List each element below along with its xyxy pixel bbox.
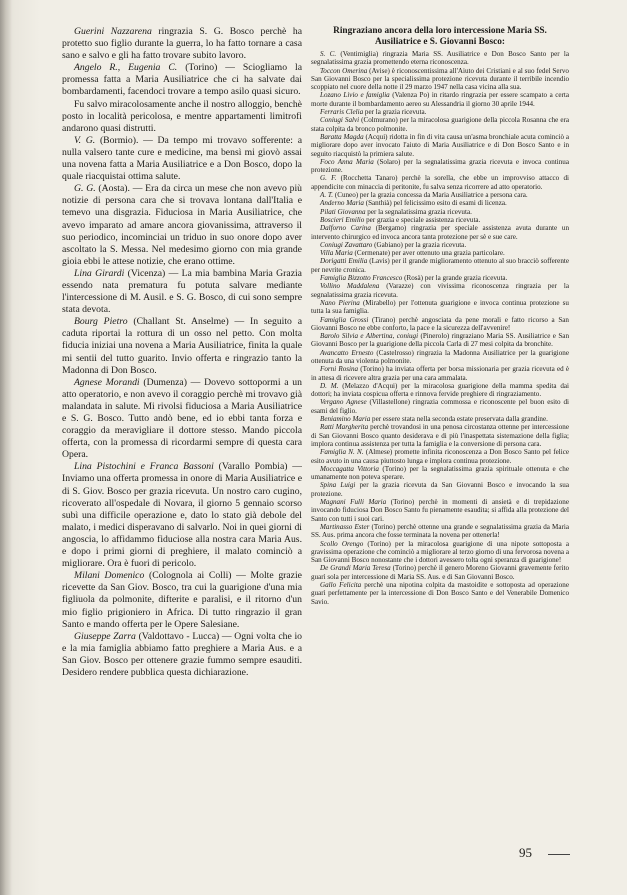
thanks-entry bbox=[311, 564, 569, 581]
entry-name: Coniugi Salvi bbox=[320, 116, 360, 125]
entry-name: Toccon Omerina bbox=[320, 66, 368, 75]
entry-name: Bourg Pietro bbox=[74, 316, 128, 328]
entry-text: (Rosà) per la grande grazia ricevuta. bbox=[402, 274, 508, 283]
thanks-entry bbox=[62, 183, 302, 268]
thanks-entry bbox=[62, 377, 302, 462]
entry-name: Foco Anna Maria bbox=[320, 157, 374, 166]
thanks-entry bbox=[311, 191, 569, 199]
entry-text: (Varazze) con vivissima riconoscenza ringrazia per la segnalatissima grazia ricevuta. bbox=[311, 282, 569, 299]
entry-name: Anderno Maria bbox=[320, 199, 364, 208]
thanks-entry bbox=[311, 133, 569, 158]
thanks-entry bbox=[311, 398, 569, 415]
entry-text: (Pinerolo) ringraziano Maria SS. Ausiliatrice e San Giovanni Bosco per la guarigione della piccola Carla di 27 mesi colpita da bronchite. bbox=[311, 332, 569, 349]
entry-name: Famiglia N. N. bbox=[320, 448, 364, 457]
thanks-entry bbox=[311, 465, 569, 482]
entry-name: Angelo R., Eugenia C. bbox=[74, 62, 178, 74]
thanks-entry bbox=[311, 116, 569, 133]
thanks-entry bbox=[311, 282, 569, 299]
entry-name: Agnese Morandi bbox=[74, 376, 140, 388]
entry-name: Villa Maria bbox=[320, 249, 353, 258]
entry-name: Nano Pierina bbox=[320, 298, 360, 307]
entry-text: (Torino) perchè il genero Moreno Giovanni gravemente ferito guarì sola per intercessione di Maria SS. Aus. e di San Giovanni Bosco. bbox=[311, 564, 569, 581]
entry-name: D. M. bbox=[320, 381, 339, 390]
entry-name: Guerini Nazzarena bbox=[74, 26, 152, 37]
entry-text: per la grazia ricevuta. bbox=[363, 108, 427, 117]
entry-text: Fu salvo miracolosamente anche il nostro alloggio, benchè posto in località pericolosa, e mentre appartamenti limitrofi andarono quasi distrutti. bbox=[62, 98, 302, 134]
entry-name: Moccagatta Vittoria bbox=[320, 464, 379, 473]
thanks-entry bbox=[311, 299, 569, 316]
entry-name: Lina Pistochini e Franca Bassoni bbox=[74, 461, 214, 473]
thanks-entry bbox=[311, 481, 569, 498]
entry-name: Vergano Agnese bbox=[320, 398, 367, 407]
entry-text: (Melazzo d'Acqui) per la miracolosa guarigione della mamma spedita dai dottori; ha inviata cospicua offerta e rinnova fervide preghiere di ringraziamento. bbox=[311, 381, 569, 399]
entry-text: (Cuneo) per la grazia concessa da Maria Ausiliatrice a persona cara. bbox=[333, 191, 528, 200]
entry-text: (Valenza Po) in ritardo ringrazia per essere scampato a certa morte durante il bombardamento aereo su Alessandria il giorno 30 aprile 1944. bbox=[311, 91, 569, 108]
thanks-entry bbox=[311, 241, 569, 249]
thanks-entry bbox=[311, 498, 569, 523]
entry-name: Magnani Fulli Maria bbox=[320, 498, 387, 507]
thanks-entry bbox=[311, 108, 569, 116]
thanks-entry bbox=[62, 99, 302, 135]
thanks-entry bbox=[62, 461, 302, 570]
entry-text: (Torino) per la miracolosa guarigione di una nipote sottoposta a gravissima operazione che cominciò a migliorare al terzo giorno di una fervorosa novena a San Giovanni Bosco nonostante che i dottori avessero tolta ogni speranza di guarigione! bbox=[311, 539, 569, 565]
section-heading: Ringraziano ancora della loro intercessione Maria SS. Ausiliatrice e S. Giovanni Bosco: bbox=[333, 26, 547, 47]
thanks-entry bbox=[311, 158, 569, 175]
entry-text: (Aosta). — Era da circa un mese che non avevo più notizie di persona cara che si trovava lontana dall'Italia e temevo una disgrazia. Fiduciosa in Maria Ausiliatrice, che avevo imparato ad amare ancora giovanissima, attraverso il suo periodico, incominciai un triduo in suo onore dopo aver ascoltato la S. Messa. Nel medesimo giorno con mia grande gioia ebbi le attese notizie, che erano ottime. bbox=[62, 183, 302, 267]
thanks-entry bbox=[311, 540, 569, 565]
thanks-entry bbox=[311, 581, 569, 606]
entry-text: (Dumenza) — Dovevo sottopormi a un atto operatorio, e non avevo il coraggio perchè mi trovavo già malandata in salute. Mi rivolsi fiduciosa a Maria Ausiliatrice e S. G. Bosco. Tutto andò bene, ed io ebbi tanta forza e coraggio da meravigliare il dottore stesso. Mando piccola offerta, con la promessa di ricordarmi sempre di questa cara Opera. bbox=[62, 376, 302, 461]
thanks-entry bbox=[311, 257, 569, 274]
thanks-entry bbox=[62, 268, 302, 316]
thanks-entry bbox=[311, 199, 569, 207]
thanks-entry bbox=[311, 216, 569, 224]
thanks-entry bbox=[62, 62, 302, 98]
thanks-entry bbox=[311, 274, 569, 282]
page-number: 95 bbox=[519, 845, 532, 860]
thanks-entry bbox=[311, 67, 569, 92]
entry-name: Ratti Margherita bbox=[320, 423, 369, 432]
thanks-entry bbox=[62, 26, 302, 62]
thanks-entry bbox=[311, 382, 569, 399]
entry-name: Milani Domenico bbox=[74, 570, 145, 582]
entry-text: perchè una nipotina colpita da mastoidite e sottoposta ad operazione guarì perfettamente per la intercessione di Don Bosco Santo e del Venerabile Domenico Savio. bbox=[311, 581, 569, 606]
entry-text: (Bergamo) ringrazia per speciale assistenza avuta durante un intervento chirurgico ed invoca ancora tanta protezione per sè e sue care. bbox=[311, 224, 569, 241]
entry-text: (Mirabello) per l'ottenuta guarigione e invoca continua protezione su tutta la sua famiglia. bbox=[311, 298, 569, 316]
entry-text: (Cermenate) per aver ottenuto una grazia particolare. bbox=[352, 249, 505, 258]
entry-text: (Villastellone) ringrazia commossa e riconoscente pel buon esito di esami del figlio. bbox=[311, 398, 569, 415]
thanks-entry bbox=[311, 423, 569, 448]
entry-name: Martinasso Ester bbox=[320, 522, 370, 531]
thanks-entry bbox=[311, 415, 569, 423]
page-number-dash bbox=[548, 854, 570, 855]
entry-text: (Challant St. Anselme) — In seguito a caduta riportai la rottura di un osso nel petto. Con molta fiducia iniziai una novena a Maria Ausiliatrice, finita la quale mi sentii del tutto guarito. Invio offerta e ringrazio tanto la Madonna di Don Bosco. bbox=[62, 316, 302, 376]
right-entries bbox=[311, 50, 569, 606]
entry-text: (Torino) ha inviata offerta per borsa missionaria per grazia ricevuta ed è in attesa di ricevere altra grazia per una cara ammalata. bbox=[311, 365, 569, 382]
entry-name: Famiglia Grossi bbox=[320, 315, 369, 324]
thanks-entry bbox=[311, 174, 569, 191]
entry-text: (Castelrosso) ringrazia la Madonna Ausiliatrice per la guarigione ottenuta da una violenta polmonite. bbox=[311, 348, 569, 365]
thanks-entry bbox=[311, 208, 569, 216]
thanks-entry bbox=[311, 365, 569, 382]
thanks-entry bbox=[62, 135, 302, 183]
entry-name: De Grandi Maria Teresa bbox=[320, 564, 391, 573]
entry-name: Giuseppe Zarra bbox=[74, 630, 136, 642]
thanks-entry bbox=[311, 349, 569, 366]
entry-text: (Gabiano) per la grazia ricevuta. bbox=[372, 240, 467, 249]
entry-name: V. G. bbox=[74, 134, 96, 146]
entry-text: (Colmurano) per la miracolosa guarigione della piccola Rosanna che era stata colpita da bronco polmonite. bbox=[311, 116, 569, 133]
entry-text: per la grazia ricevuta da San Giovanni Bosco e invocando la sua protezione. bbox=[311, 481, 569, 498]
entry-text: (Santhià) pel felicissimo esito di esami di licenza. bbox=[363, 199, 507, 208]
entry-name: Avancatto Ernesto bbox=[320, 348, 374, 357]
entry-text: per la segnalatissima grazia ricevuta. bbox=[365, 207, 472, 216]
entry-text: (Solaro) per la segnalatissima grazia ricevuta e invoca continua protezione. bbox=[311, 157, 569, 175]
entry-text: (Torino) perchè in momenti di ansietà e di trepidazione invocando fiduciosa Don Bosco Santo fu pienamente esaudita; si affida alla protezione del Santo con tutti i suoi cari. bbox=[311, 498, 569, 523]
entry-name: Pilati Giovanna bbox=[320, 207, 366, 216]
entry-name: Spina Luigi bbox=[320, 481, 356, 490]
entry-name: Gallo Felicita bbox=[320, 581, 362, 589]
entry-name: Boscieri Emilio bbox=[320, 215, 365, 224]
thanks-entry bbox=[62, 570, 302, 630]
right-column bbox=[311, 26, 569, 848]
entry-text: (Vicenza) — La mia bambina Maria Grazia essendo nata prematura fu potuta salvare mediante l'intercessione di M. Ausil. e S. G. Bosco, di cui sono sempre stata devota. bbox=[62, 267, 302, 316]
entry-name: S. C. bbox=[320, 50, 337, 58]
thanks-entry bbox=[311, 523, 569, 540]
thanks-entry bbox=[311, 224, 569, 241]
thanks-entry bbox=[311, 91, 569, 108]
entry-text: (Torino) per la segnalatissima grazia spirituale ottenuta e che umanamente non poteva sperare. bbox=[311, 464, 569, 482]
entry-text: (Acqui) ridotta in fin di vita causa un'asma bronchiale acuta cominciò a migliorare dopo aver invocato l'aiuto di Maria Ausiliatrice e di Don Bosco Santo e in seguito riacquistò la primiera salute. bbox=[311, 132, 569, 158]
entry-name: A. T. bbox=[320, 191, 334, 200]
entry-text: (Tirano) perchè angosciata da pene morali e fatto ricorso a San Giovanni Bosco ne ebbe conforto, la pace e la sicurezza dell'avvenire! bbox=[311, 315, 569, 332]
thanks-entry bbox=[311, 316, 569, 333]
entry-name: Barolo Silvia e Albertina, coniugi bbox=[320, 332, 419, 341]
entry-text: (Rocchetta Tanaro) perchè la sorella, che ebbe un improvviso attacco di appendicite con minaccia di peritonite, fu salva senza ricorrere ad atto operatorio. bbox=[311, 174, 569, 191]
entry-name: Dalforno Carina bbox=[320, 224, 371, 233]
thanks-entry bbox=[62, 316, 302, 376]
thanks-entry bbox=[62, 631, 302, 679]
entry-text: per grazia e speciale assistenza ricevuta. bbox=[364, 215, 481, 224]
entry-text: (Colognola ai Colli) — Molte grazie ricevette da San Giov. Bosco, tra cui la guarigione d'una mia figliuola da polmonite, difterite e paralisi, e il ritorno d'un mio figlio prigioniero in Africa. Di tutto ringrazio il gran Santo e mando offerta per le Opere Salesiane. bbox=[62, 570, 302, 630]
thanks-entry bbox=[311, 448, 569, 465]
entry-name: Forni Rosina bbox=[320, 365, 359, 374]
entry-text: (Torino) — Sciogliamo la promessa fatta a Maria Ausiliatrice che ci ha salvate dai bombardamenti, facendoci trovare a tempo asilo quasi sicuro. bbox=[62, 62, 302, 98]
entry-text: perchè trovandosi in una penosa circostanza ottenne per intercessione di San Giovanni Bosco quanto desiderava e di più l'inaspettata sistemazione della figlia; implora continua assistenza per tutta la famiglia e la conversione di persona cara. bbox=[311, 423, 569, 448]
entry-text: (Torino) perchè ottenne una grande e segnalatissima grazia da Maria SS. Aus. prima ancora che fosse terminata la novena per ottenerla! bbox=[311, 522, 569, 540]
thanks-entry bbox=[311, 50, 569, 67]
entry-name: Lozano Livio e famiglia bbox=[320, 91, 390, 100]
entry-name: Baratta Magda bbox=[320, 132, 364, 141]
entry-name: Dorigatti Emilia bbox=[320, 257, 368, 266]
entry-name: Scollo Orengo bbox=[320, 539, 364, 548]
entry-text: ringrazia S. G. Bosco perchè ha protetto suo figlio durante la guerra, lo ha fatto tornare a casa sano e salvo e gli ha fatto trovare subito lavoro. bbox=[62, 26, 302, 62]
entry-text: (Bormio). — Da tempo mi trovavo sofferente: a nulla valsero tante cure e medicine, ma bensì mi giovò assai una novena fatta a Maria Ausiliatrice e a Don Bosco, dopo la quale riacquistai ottima salute. bbox=[62, 134, 302, 183]
entry-name: Lina Girardi bbox=[74, 267, 125, 279]
page-binding-shadow bbox=[0, 0, 12, 895]
thanks-entry bbox=[311, 332, 569, 349]
entry-name: Famiglia Bizzotto Francesco bbox=[320, 274, 403, 283]
thanks-entry bbox=[311, 249, 569, 257]
entry-text: (Ventimiglia) ringrazia Maria SS. Ausiliatrice e Don Bosco Santo per la segnalatissima grazia promettendo eterna riconoscenza. bbox=[311, 50, 569, 67]
entry-text: (Almese) promette infinita riconoscenza a Don Bosco Santo pel felice esito avuto in una causa piuttosto lunga e implora continua protezione. bbox=[311, 448, 569, 465]
entry-name: G. F. bbox=[320, 174, 337, 183]
left-column bbox=[62, 26, 302, 866]
entry-text: (Lavis) per il grande miglioramento ottenuto al suo bracciò sofferente per nevrite cronica. bbox=[311, 257, 569, 274]
entry-text: (Avise) è riconoscentissima all'Aiuto dei Cristiani e al suo fedel Servo San Giovanni Bosco per la specialissima protezione ricevuta durante il terribile incendio scoppiato nel cuore della notte il 29 marzo 1947 nella casa vicina alla sua. bbox=[311, 66, 569, 92]
entry-text: per essere stata nella seconda estate preservata dalla grandine. bbox=[370, 415, 548, 424]
entry-name: G. G. bbox=[74, 183, 96, 195]
entry-name: Coniugi Zavattaro bbox=[320, 240, 373, 249]
entry-name: Beniamino Maria bbox=[320, 415, 371, 424]
entry-text: (Valdottavo - Lucca) — Ogni volta che io e la mia famiglia abbiamo fatto preghiere a Maria Aus. e a San Giov. Bosco per ottenere grazie fummo sempre esauditi. Desidero rendere pubblica questa dichiarazione. bbox=[62, 630, 302, 678]
entry-text: (Varallo Pombia) — Inviamo una offerta promessa in onore di Maria Ausiliatrice e di S. Giov. Bosco per grazia ricevuta. Un nostro caro cugino, ricoverato all'ospedale di Novara, il giorno 5 gennaio scorso subì una difficile operazione e, dato lo stato già debole del malato, i medici disperavano di salvarlo. Noi in quei giorni di angoscia, lo affidammo fiduciose alla nostra cara Maria Aus. e dopo i primi giorni di preghiere, il malato cominciò a migliorare. Ora è fuori di pericolo. bbox=[62, 461, 302, 570]
entry-name: Ferraris Clelia bbox=[320, 108, 364, 117]
entry-name: Vollino Maddalena bbox=[320, 282, 380, 291]
